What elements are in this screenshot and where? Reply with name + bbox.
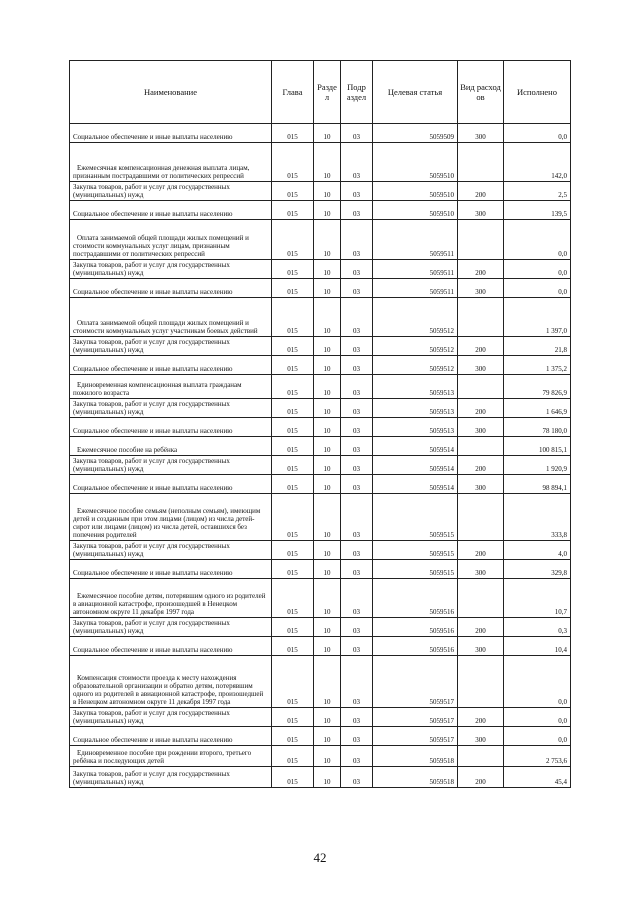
cell-target: 5059514	[373, 456, 458, 475]
cell-name: Оплата занимаемой общей площади жилых помещений и стоимости коммунальных услуг лицам, признанным пострадавшими от политических репрессий	[70, 220, 272, 260]
cell-target: 5059510	[373, 201, 458, 220]
cell-name: Ежемесячное пособие на ребёнка	[70, 437, 272, 456]
cell-name: Ежемесячная компенсационная денежная выплата лицам, признанным пострадавшими от политических репрессий	[70, 143, 272, 182]
cell-name: Закупка товаров, работ и услуг для государственных (муниципальных) нужд	[70, 456, 272, 475]
cell-chapter: 015	[272, 182, 314, 201]
cell-executed: 79 826,9	[504, 375, 571, 399]
cell-subsection: 03	[341, 437, 373, 456]
cell-name: Закупка товаров, работ и услуг для государственных (муниципальных) нужд	[70, 708, 272, 727]
cell-section: 10	[314, 399, 341, 418]
header-chapter: Глава	[272, 61, 314, 124]
cell-expense-type: 300	[458, 279, 504, 298]
cell-section: 10	[314, 279, 341, 298]
cell-executed: 21,8	[504, 337, 571, 356]
cell-expense-type: 200	[458, 260, 504, 279]
cell-expense-type	[458, 375, 504, 399]
cell-target: 5059514	[373, 475, 458, 494]
cell-chapter: 015	[272, 298, 314, 337]
cell-expense-type	[458, 579, 504, 618]
header-target: Целевая статья	[373, 61, 458, 124]
cell-chapter: 015	[272, 494, 314, 541]
cell-subsection: 03	[341, 560, 373, 579]
table-row	[70, 656, 571, 708]
cell-chapter: 015	[272, 437, 314, 456]
cell-expense-type: 200	[458, 708, 504, 727]
cell-executed: 0,0	[504, 220, 571, 260]
table-row	[70, 375, 571, 399]
cell-subsection: 03	[341, 375, 373, 399]
cell-section: 10	[314, 124, 341, 143]
cell-subsection: 03	[341, 579, 373, 618]
cell-subsection: 03	[341, 746, 373, 767]
cell-name: Закупка товаров, работ и услуг для государственных (муниципальных) нужд	[70, 260, 272, 279]
cell-executed: 329,8	[504, 560, 571, 579]
cell-executed: 45,4	[504, 767, 571, 788]
cell-target: 5059517	[373, 708, 458, 727]
cell-expense-type: 200	[458, 456, 504, 475]
cell-chapter: 015	[272, 656, 314, 708]
cell-expense-type	[458, 437, 504, 456]
cell-subsection: 03	[341, 279, 373, 298]
table-row	[70, 637, 571, 656]
cell-target: 5059511	[373, 260, 458, 279]
cell-target: 5059511	[373, 220, 458, 260]
cell-section: 10	[314, 541, 341, 560]
cell-executed: 333,8	[504, 494, 571, 541]
cell-expense-type: 200	[458, 182, 504, 201]
table-row	[70, 182, 571, 201]
cell-expense-type	[458, 746, 504, 767]
cell-subsection: 03	[341, 143, 373, 182]
table-row	[70, 143, 571, 182]
cell-target: 5059518	[373, 746, 458, 767]
cell-subsection: 03	[341, 656, 373, 708]
cell-executed: 10,7	[504, 579, 571, 618]
cell-subsection: 03	[341, 201, 373, 220]
table-row	[70, 201, 571, 220]
cell-name: Закупка товаров, работ и услуг для государственных (муниципальных) нужд	[70, 618, 272, 637]
cell-subsection: 03	[341, 637, 373, 656]
cell-subsection: 03	[341, 418, 373, 437]
cell-subsection: 03	[341, 260, 373, 279]
cell-section: 10	[314, 375, 341, 399]
cell-subsection: 03	[341, 727, 373, 746]
cell-executed: 4,0	[504, 541, 571, 560]
cell-section: 10	[314, 708, 341, 727]
cell-name: Закупка товаров, работ и услуг для государственных (муниципальных) нужд	[70, 767, 272, 788]
cell-name: Ежемесячное пособие детям, потерявшим одного из родителей в авиационной катастрофе, произошедшей в Ненецком автономном округе 11 декабря 1997 года	[70, 579, 272, 618]
cell-executed: 1 375,2	[504, 356, 571, 375]
table-row	[70, 437, 571, 456]
cell-expense-type: 300	[458, 727, 504, 746]
cell-target: 5059510	[373, 182, 458, 201]
cell-chapter: 015	[272, 456, 314, 475]
cell-expense-type: 300	[458, 201, 504, 220]
cell-section: 10	[314, 260, 341, 279]
header-expense-type: Вид расход ов	[458, 61, 504, 124]
cell-name: Закупка товаров, работ и услуг для государственных (муниципальных) нужд	[70, 182, 272, 201]
cell-section: 10	[314, 298, 341, 337]
cell-chapter: 015	[272, 560, 314, 579]
cell-target: 5059518	[373, 767, 458, 788]
cell-chapter: 015	[272, 541, 314, 560]
table-row	[70, 541, 571, 560]
cell-section: 10	[314, 767, 341, 788]
header-section: Разде л	[314, 61, 341, 124]
cell-section: 10	[314, 727, 341, 746]
cell-subsection: 03	[341, 475, 373, 494]
cell-executed: 100 815,1	[504, 437, 571, 456]
budget-table	[69, 60, 571, 788]
cell-subsection: 03	[341, 494, 373, 541]
cell-expense-type: 200	[458, 337, 504, 356]
cell-executed: 0,0	[504, 124, 571, 143]
cell-target: 5059512	[373, 298, 458, 337]
cell-section: 10	[314, 143, 341, 182]
cell-target: 5059510	[373, 143, 458, 182]
cell-chapter: 015	[272, 746, 314, 767]
cell-section: 10	[314, 356, 341, 375]
table-row	[70, 746, 571, 767]
cell-name: Закупка товаров, работ и услуг для государственных (муниципальных) нужд	[70, 399, 272, 418]
table-row	[70, 456, 571, 475]
cell-executed: 98 894,1	[504, 475, 571, 494]
cell-executed: 0,0	[504, 279, 571, 298]
cell-name: Социальное обеспечение и иные выплаты населению	[70, 201, 272, 220]
cell-executed: 2,5	[504, 182, 571, 201]
cell-subsection: 03	[341, 124, 373, 143]
cell-target: 5059513	[373, 399, 458, 418]
cell-subsection: 03	[341, 618, 373, 637]
cell-chapter: 015	[272, 727, 314, 746]
cell-name: Оплата занимаемой общей площади жилых помещений и стоимости коммунальных услуг участникам боевых действий	[70, 298, 272, 337]
cell-expense-type	[458, 220, 504, 260]
cell-target: 5059516	[373, 579, 458, 618]
cell-chapter: 015	[272, 767, 314, 788]
table-row	[70, 475, 571, 494]
cell-name: Единовременное пособие при рождении второго, третьего ребёнка и последующих детей	[70, 746, 272, 767]
cell-executed: 10,4	[504, 637, 571, 656]
cell-executed: 0,0	[504, 708, 571, 727]
cell-chapter: 015	[272, 618, 314, 637]
header-name: Наименование	[70, 61, 272, 124]
cell-chapter: 015	[272, 475, 314, 494]
cell-chapter: 015	[272, 418, 314, 437]
cell-section: 10	[314, 656, 341, 708]
table-row	[70, 356, 571, 375]
cell-target: 5059513	[373, 418, 458, 437]
table-row	[70, 220, 571, 260]
cell-subsection: 03	[341, 399, 373, 418]
cell-target: 5059515	[373, 494, 458, 541]
cell-name: Единовременная компенсационная выплата гражданам пожилого возраста	[70, 375, 272, 399]
table-row	[70, 260, 571, 279]
cell-subsection: 03	[341, 708, 373, 727]
cell-subsection: 03	[341, 182, 373, 201]
cell-name: Социальное обеспечение и иные выплаты населению	[70, 279, 272, 298]
cell-subsection: 03	[341, 456, 373, 475]
header-subsection: Подр аздел	[341, 61, 373, 124]
cell-chapter: 015	[272, 124, 314, 143]
cell-section: 10	[314, 475, 341, 494]
table-row	[70, 708, 571, 727]
cell-expense-type	[458, 656, 504, 708]
table-row	[70, 579, 571, 618]
cell-executed: 78 180,0	[504, 418, 571, 437]
cell-target: 5059512	[373, 356, 458, 375]
cell-subsection: 03	[341, 337, 373, 356]
table-row	[70, 279, 571, 298]
cell-expense-type: 200	[458, 541, 504, 560]
cell-subsection: 03	[341, 356, 373, 375]
cell-target: 5059511	[373, 279, 458, 298]
cell-executed: 0,0	[504, 260, 571, 279]
cell-expense-type: 200	[458, 618, 504, 637]
cell-name: Закупка товаров, работ и услуг для государственных (муниципальных) нужд	[70, 541, 272, 560]
cell-target: 5059514	[373, 437, 458, 456]
cell-executed: 1 646,9	[504, 399, 571, 418]
cell-section: 10	[314, 418, 341, 437]
cell-target: 5059515	[373, 541, 458, 560]
cell-section: 10	[314, 456, 341, 475]
cell-subsection: 03	[341, 767, 373, 788]
cell-name: Социальное обеспечение и иные выплаты населению	[70, 356, 272, 375]
table-row	[70, 727, 571, 746]
cell-chapter: 015	[272, 279, 314, 298]
cell-name: Социальное обеспечение и иные выплаты населению	[70, 124, 272, 143]
cell-executed: 0,0	[504, 656, 571, 708]
header-executed: Исполнено	[504, 61, 571, 124]
cell-section: 10	[314, 437, 341, 456]
cell-target: 5059512	[373, 337, 458, 356]
table-row	[70, 399, 571, 418]
cell-section: 10	[314, 579, 341, 618]
cell-name: Компенсация стоимости проезда к месту нахождения образовательной организации и обратно детям, потерявшим одного из родителей в авиационной катастрофе, произошедшей в Ненецком автономном округе 11 декабря 1997 года	[70, 656, 272, 708]
cell-target: 5059517	[373, 656, 458, 708]
cell-expense-type	[458, 298, 504, 337]
table-row	[70, 560, 571, 579]
cell-target: 5059509	[373, 124, 458, 143]
table-row	[70, 298, 571, 337]
cell-section: 10	[314, 746, 341, 767]
cell-name: Социальное обеспечение и иные выплаты населению	[70, 560, 272, 579]
cell-chapter: 015	[272, 260, 314, 279]
cell-chapter: 015	[272, 356, 314, 375]
cell-expense-type: 200	[458, 767, 504, 788]
cell-section: 10	[314, 182, 341, 201]
cell-chapter: 015	[272, 375, 314, 399]
cell-executed: 2 753,6	[504, 746, 571, 767]
table-row	[70, 618, 571, 637]
table-row	[70, 494, 571, 541]
cell-executed: 0,3	[504, 618, 571, 637]
cell-section: 10	[314, 637, 341, 656]
cell-expense-type	[458, 494, 504, 541]
cell-section: 10	[314, 494, 341, 541]
cell-expense-type: 300	[458, 475, 504, 494]
cell-name: Социальное обеспечение и иные выплаты населению	[70, 475, 272, 494]
cell-name: Ежемесячное пособие семьям (неполным семьям), имеющим детей и созданным при этом лицами (лицом) из числа детей-сирот или лицами (лицом) из числа детей, оставшихся без попечения родителей	[70, 494, 272, 541]
cell-executed: 1 920,9	[504, 456, 571, 475]
table-body	[70, 124, 571, 788]
cell-executed: 142,0	[504, 143, 571, 182]
cell-expense-type: 300	[458, 637, 504, 656]
table-row	[70, 418, 571, 437]
cell-section: 10	[314, 220, 341, 260]
cell-subsection: 03	[341, 298, 373, 337]
cell-section: 10	[314, 560, 341, 579]
cell-chapter: 015	[272, 201, 314, 220]
cell-chapter: 015	[272, 220, 314, 260]
cell-expense-type: 300	[458, 356, 504, 375]
table-row	[70, 337, 571, 356]
table-row	[70, 767, 571, 788]
cell-section: 10	[314, 337, 341, 356]
cell-name: Социальное обеспечение и иные выплаты населению	[70, 418, 272, 437]
cell-expense-type: 200	[458, 399, 504, 418]
cell-chapter: 015	[272, 143, 314, 182]
table-header	[70, 61, 571, 124]
cell-subsection: 03	[341, 541, 373, 560]
cell-chapter: 015	[272, 337, 314, 356]
cell-section: 10	[314, 618, 341, 637]
page-number: 42	[313, 850, 327, 865]
cell-expense-type: 300	[458, 560, 504, 579]
cell-target: 5059517	[373, 727, 458, 746]
table-row	[70, 124, 571, 143]
cell-chapter: 015	[272, 579, 314, 618]
cell-chapter: 015	[272, 637, 314, 656]
cell-name: Социальное обеспечение и иные выплаты населению	[70, 727, 272, 746]
cell-name: Закупка товаров, работ и услуг для государственных (муниципальных) нужд	[70, 337, 272, 356]
cell-executed: 139,5	[504, 201, 571, 220]
cell-name: Социальное обеспечение и иные выплаты населению	[70, 637, 272, 656]
cell-expense-type: 300	[458, 124, 504, 143]
cell-section: 10	[314, 201, 341, 220]
cell-chapter: 015	[272, 708, 314, 727]
cell-target: 5059515	[373, 560, 458, 579]
cell-target: 5059513	[373, 375, 458, 399]
cell-target: 5059516	[373, 618, 458, 637]
cell-executed: 0,0	[504, 727, 571, 746]
cell-target: 5059516	[373, 637, 458, 656]
cell-executed: 1 397,0	[504, 298, 571, 337]
cell-subsection: 03	[341, 220, 373, 260]
cell-chapter: 015	[272, 399, 314, 418]
cell-expense-type	[458, 143, 504, 182]
cell-expense-type: 300	[458, 418, 504, 437]
